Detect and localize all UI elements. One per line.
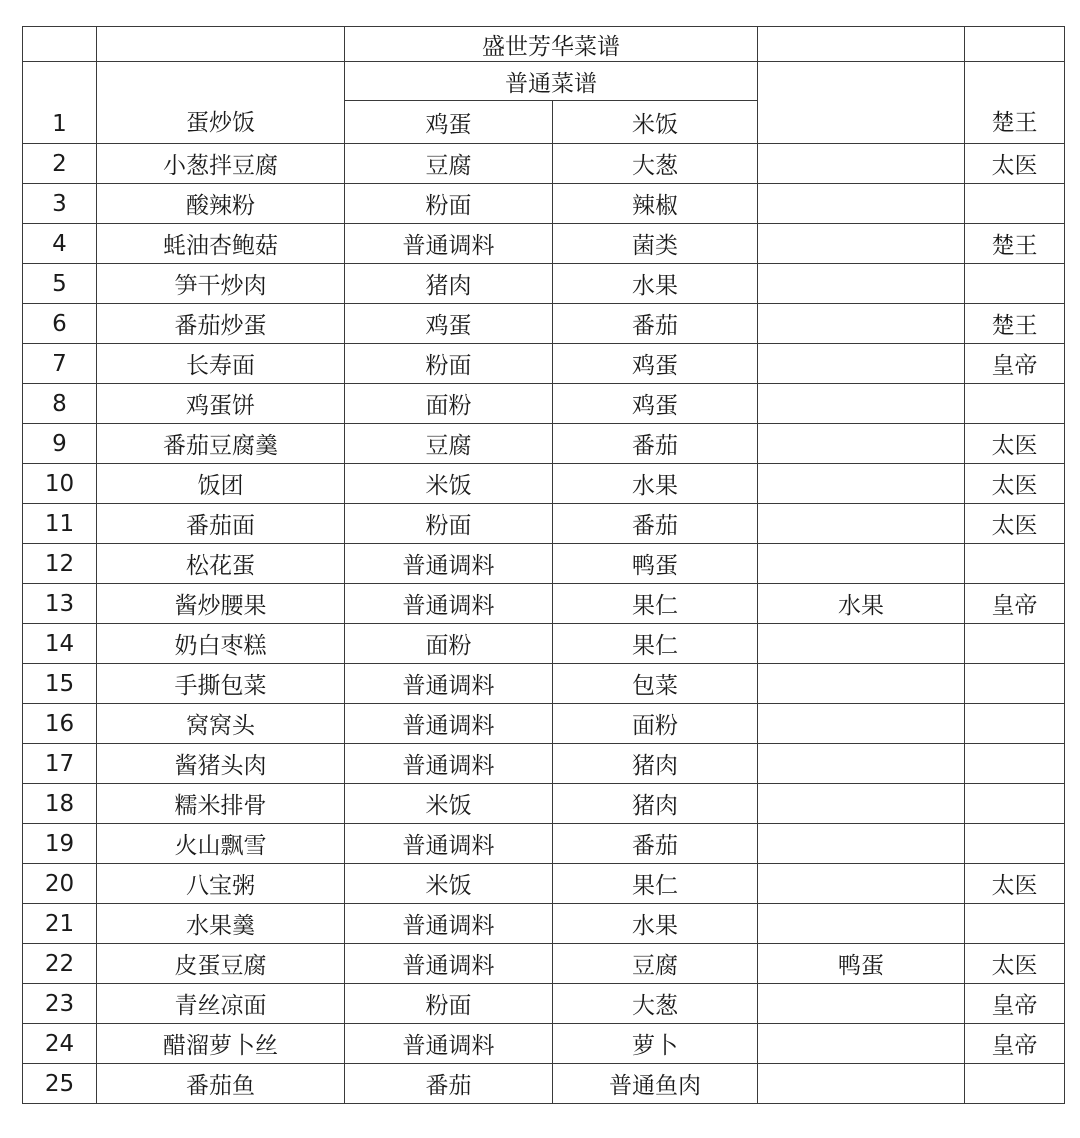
ingredient-1-cell: 普通调料 [345, 1024, 553, 1064]
ingredient-2-cell: 萝卜 [553, 1024, 758, 1064]
ingredient-1-cell: 番茄 [345, 1064, 553, 1104]
character-cell [965, 384, 1065, 424]
dish-name-cell: 火山飘雪 [97, 824, 345, 864]
ingredient-1-cell: 米饭 [345, 784, 553, 824]
dish-name-cell: 水果羹 [97, 904, 345, 944]
ingredient-1-cell: 粉面 [345, 344, 553, 384]
ingredient-2-cell: 普通鱼肉 [553, 1064, 758, 1104]
row-number-cell: 23 [23, 984, 97, 1024]
ingredient-2-cell: 番茄 [553, 504, 758, 544]
ingredient-1-cell: 普通调料 [345, 744, 553, 784]
dish-name-cell: 醋溜萝卜丝 [97, 1024, 345, 1064]
row-number-cell: 14 [23, 624, 97, 664]
character-cell [965, 784, 1065, 824]
dish-name-cell: 鸡蛋饼 [97, 384, 345, 424]
ingredient-2-cell: 果仁 [553, 624, 758, 664]
row-number-cell: 10 [23, 464, 97, 504]
row-number-cell: 16 [23, 704, 97, 744]
ingredient-1-cell: 普通调料 [345, 544, 553, 584]
character-cell: 太医 [965, 504, 1065, 544]
recipe-table [22, 26, 1065, 1104]
row-number-cell: 7 [23, 344, 97, 384]
ingredient-2-cell: 大葱 [553, 144, 758, 184]
character-cell [965, 184, 1065, 224]
ingredient-2-cell: 面粉 [553, 704, 758, 744]
row-number-cell: 17 [23, 744, 97, 784]
extra-ingredient-cell: 水果 [758, 584, 965, 624]
ingredient-2-cell: 米饭 [553, 101, 758, 144]
extra-ingredient-cell [758, 1024, 965, 1064]
ingredient-2-cell: 包菜 [553, 664, 758, 704]
row-number-cell: 11 [23, 504, 97, 544]
table-row [23, 224, 1065, 264]
row-number-cell: 5 [23, 264, 97, 304]
ingredient-2-cell: 水果 [553, 464, 758, 504]
ingredient-2-cell: 辣椒 [553, 184, 758, 224]
extra-ingredient-cell [758, 184, 965, 224]
character-cell: 楚王 [965, 304, 1065, 344]
extra-ingredient-cell [758, 464, 965, 504]
ingredient-2-cell: 猪肉 [553, 744, 758, 784]
row-number-cell: 9 [23, 424, 97, 464]
table-header-row [23, 27, 1065, 62]
character-cell: 太医 [965, 864, 1065, 904]
ingredient-1-cell: 普通调料 [345, 664, 553, 704]
table-row [23, 144, 1065, 184]
extra-ingredient-cell [758, 424, 965, 464]
ingredient-1-cell: 豆腐 [345, 144, 553, 184]
table-row [23, 824, 1065, 864]
table-row [23, 1064, 1065, 1104]
dish-name-cell: 小葱拌豆腐 [97, 144, 345, 184]
ingredient-1-cell: 普通调料 [345, 224, 553, 264]
character-cell: 皇帝 [965, 1024, 1065, 1064]
ingredient-2-cell: 番茄 [553, 824, 758, 864]
character-cell [965, 1064, 1065, 1104]
header-empty-cell [97, 27, 345, 62]
row-number-cell: 12 [23, 544, 97, 584]
character-cell: 太医 [965, 144, 1065, 184]
character-cell: 皇帝 [965, 984, 1065, 1024]
table-row [23, 944, 1065, 984]
table-row [23, 704, 1065, 744]
extra-ingredient-cell [758, 744, 965, 784]
extra-ingredient-cell [758, 1064, 965, 1104]
extra-ingredient-cell [758, 824, 965, 864]
table-row [23, 464, 1065, 504]
extra-ingredient-cell [758, 504, 965, 544]
header-empty-cell [758, 27, 965, 62]
character-cell [965, 904, 1065, 944]
dish-name-cell: 番茄鱼 [97, 1064, 345, 1104]
extra-ingredient-cell [758, 544, 965, 584]
table-row [23, 384, 1065, 424]
ingredient-1-cell: 粉面 [345, 184, 553, 224]
character-cell [965, 744, 1065, 784]
dish-name-cell: 八宝粥 [97, 864, 345, 904]
extra-ingredient-cell [758, 264, 965, 304]
dish-name-cell: 蛋炒饭 [97, 62, 345, 144]
dish-name-cell: 番茄面 [97, 504, 345, 544]
ingredient-2-cell: 豆腐 [553, 944, 758, 984]
row-number-cell: 15 [23, 664, 97, 704]
character-cell [965, 624, 1065, 664]
character-cell: 太医 [965, 424, 1065, 464]
ingredient-1-cell: 面粉 [345, 624, 553, 664]
dish-name-cell: 长寿面 [97, 344, 345, 384]
row-number-cell: 1 [23, 62, 97, 144]
ingredient-2-cell: 果仁 [553, 584, 758, 624]
ingredient-1-cell: 豆腐 [345, 424, 553, 464]
recipe-table-body [23, 27, 1065, 1104]
row-number-cell: 21 [23, 904, 97, 944]
table-row [23, 1024, 1065, 1064]
row-number-cell: 20 [23, 864, 97, 904]
character-cell [965, 544, 1065, 584]
character-cell [965, 704, 1065, 744]
extra-ingredient-cell [758, 384, 965, 424]
ingredient-1-cell: 粉面 [345, 504, 553, 544]
dish-name-cell: 手撕包菜 [97, 664, 345, 704]
row-number-cell: 13 [23, 584, 97, 624]
character-cell: 皇帝 [965, 344, 1065, 384]
ingredient-1-cell: 鸡蛋 [345, 101, 553, 144]
header-empty-cell [23, 27, 97, 62]
dish-name-cell: 酸辣粉 [97, 184, 345, 224]
ingredient-1-cell: 米饭 [345, 464, 553, 504]
extra-ingredient-cell [758, 704, 965, 744]
dish-name-cell: 酱炒腰果 [97, 584, 345, 624]
row-number-cell: 4 [23, 224, 97, 264]
dish-name-cell: 笋干炒肉 [97, 264, 345, 304]
character-cell [965, 664, 1065, 704]
ingredient-2-cell: 鸡蛋 [553, 384, 758, 424]
dish-name-cell: 糯米排骨 [97, 784, 345, 824]
ingredient-2-cell: 鸡蛋 [553, 344, 758, 384]
table-row [23, 984, 1065, 1024]
ingredient-2-cell: 果仁 [553, 864, 758, 904]
ingredient-1-cell: 普通调料 [345, 704, 553, 744]
extra-ingredient-cell [758, 864, 965, 904]
row-number-cell: 3 [23, 184, 97, 224]
row-number-cell: 18 [23, 784, 97, 824]
row-number-cell: 19 [23, 824, 97, 864]
ingredient-1-cell: 普通调料 [345, 824, 553, 864]
ingredient-2-cell: 大葱 [553, 984, 758, 1024]
extra-ingredient-cell [758, 624, 965, 664]
table-row [23, 864, 1065, 904]
table-row [23, 184, 1065, 224]
ingredient-2-cell: 水果 [553, 904, 758, 944]
ingredient-2-cell: 番茄 [553, 424, 758, 464]
character-cell: 楚王 [965, 224, 1065, 264]
extra-ingredient-cell [758, 62, 965, 144]
table-row [23, 624, 1065, 664]
ingredient-1-cell: 普通调料 [345, 904, 553, 944]
ingredient-1-cell: 鸡蛋 [345, 304, 553, 344]
ingredient-2-cell: 猪肉 [553, 784, 758, 824]
table-title: 盛世芳华菜谱 [345, 27, 758, 62]
ingredient-2-cell: 番茄 [553, 304, 758, 344]
dish-name-cell: 酱猪头肉 [97, 744, 345, 784]
extra-ingredient-cell [758, 144, 965, 184]
ingredient-2-cell: 鸭蛋 [553, 544, 758, 584]
table-row [23, 344, 1065, 384]
character-cell: 楚王 [965, 62, 1065, 144]
extra-ingredient-cell [758, 904, 965, 944]
extra-ingredient-cell [758, 344, 965, 384]
dish-name-cell: 番茄豆腐羹 [97, 424, 345, 464]
row-number-cell: 8 [23, 384, 97, 424]
ingredient-1-cell: 猪肉 [345, 264, 553, 304]
extra-ingredient-cell [758, 224, 965, 264]
ingredient-1-cell: 普通调料 [345, 944, 553, 984]
table-row [23, 744, 1065, 784]
table-subheader-row [23, 62, 1065, 101]
table-row [23, 304, 1065, 344]
ingredient-2-cell: 水果 [553, 264, 758, 304]
table-row [23, 544, 1065, 584]
dish-name-cell: 松花蛋 [97, 544, 345, 584]
dish-name-cell: 饭团 [97, 464, 345, 504]
table-row [23, 584, 1065, 624]
table-row [23, 784, 1065, 824]
table-row [23, 904, 1065, 944]
character-cell: 太医 [965, 464, 1065, 504]
header-empty-cell [965, 27, 1065, 62]
dish-name-cell: 番茄炒蛋 [97, 304, 345, 344]
ingredient-1-cell: 米饭 [345, 864, 553, 904]
character-cell [965, 824, 1065, 864]
row-number-cell: 2 [23, 144, 97, 184]
character-cell [965, 264, 1065, 304]
extra-ingredient-cell [758, 984, 965, 1024]
row-number-cell: 6 [23, 304, 97, 344]
table-row [23, 264, 1065, 304]
extra-ingredient-cell [758, 664, 965, 704]
extra-ingredient-cell: 鸭蛋 [758, 944, 965, 984]
dish-name-cell: 青丝凉面 [97, 984, 345, 1024]
ingredient-1-cell: 粉面 [345, 984, 553, 1024]
dish-name-cell: 皮蛋豆腐 [97, 944, 345, 984]
row-number-cell: 22 [23, 944, 97, 984]
extra-ingredient-cell [758, 784, 965, 824]
row-number-cell: 25 [23, 1064, 97, 1104]
extra-ingredient-cell [758, 304, 965, 344]
table-row [23, 424, 1065, 464]
ingredient-2-cell: 菌类 [553, 224, 758, 264]
character-cell: 皇帝 [965, 584, 1065, 624]
dish-name-cell: 蚝油杏鲍菇 [97, 224, 345, 264]
dish-name-cell: 窝窝头 [97, 704, 345, 744]
ingredient-1-cell: 面粉 [345, 384, 553, 424]
row-number-cell: 24 [23, 1024, 97, 1064]
table-row [23, 504, 1065, 544]
dish-name-cell: 奶白枣糕 [97, 624, 345, 664]
table-subtitle: 普通菜谱 [345, 62, 758, 101]
table-row [23, 664, 1065, 704]
character-cell: 太医 [965, 944, 1065, 984]
ingredient-1-cell: 普通调料 [345, 584, 553, 624]
